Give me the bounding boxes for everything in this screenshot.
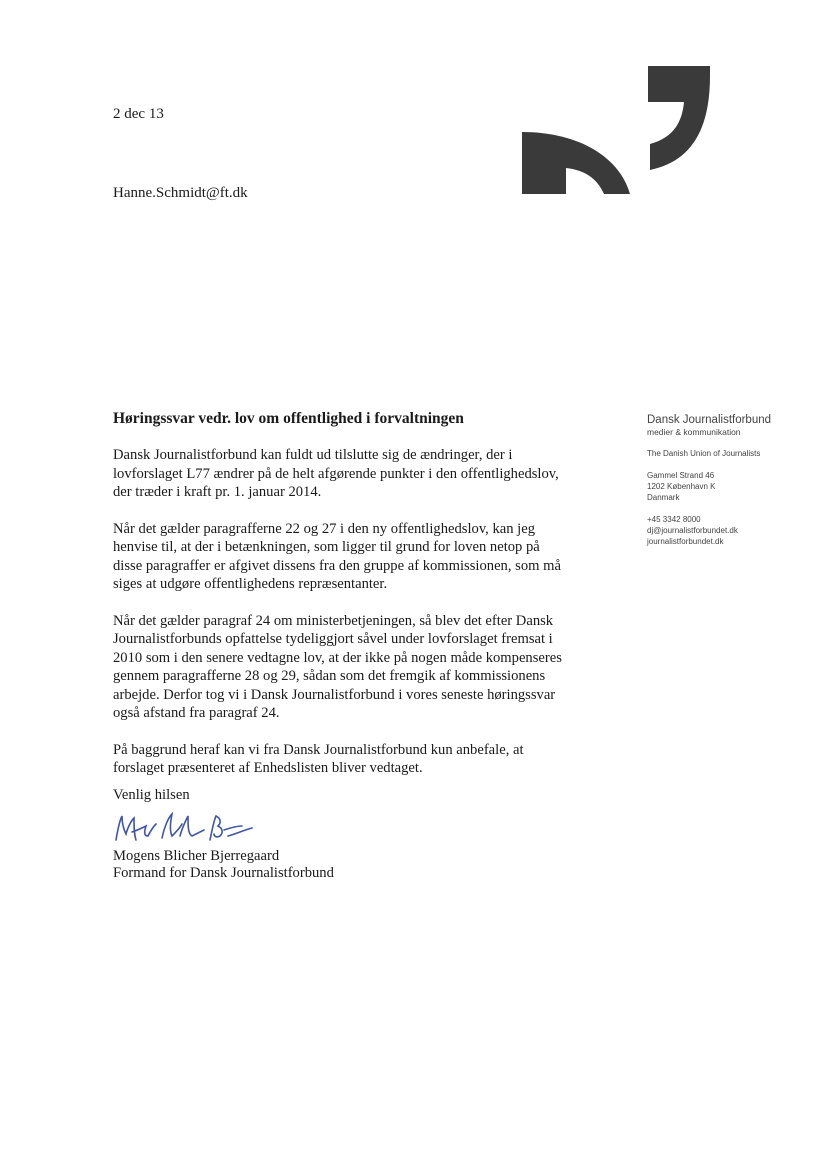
sender-org-name: Dansk Journalistforbund [647, 414, 772, 426]
letter-body [113, 446, 571, 796]
body-paragraph: Når det gælder paragrafferne 22 og 27 i den ny offentlighedslov, kan jeg henvise til, at der i betænkningen, som ligger til grund for loven netop på disse paragraffer er afgivet dissens fra den gruppe af kommissionen, som må siges at udgøre offentlighedens repræsentanter. [113, 520, 561, 592]
logo-arch-shape [522, 132, 630, 194]
recipient-email: Hanne.Schmidt@ft.dk [113, 185, 248, 201]
sender-website: journalistforbundet.dk [647, 537, 724, 546]
signer-title: Formand for Dansk Journalistforbund [113, 865, 334, 881]
signer-block [113, 848, 334, 882]
closing-greeting: Venlig hilsen [113, 787, 190, 803]
logo-hook-shape [648, 66, 710, 170]
sender-email: dj@journalistforbundet.dk [647, 526, 738, 535]
sender-street: Gammel Strand 46 [647, 471, 715, 480]
dj-logo [522, 66, 712, 196]
body-paragraph: Når det gælder paragraf 24 om ministerbetjeningen, så blev det efter Dansk Journalistforbunds opfattelse tydeliggjort såvel under lovforslaget fremsat i 2010 som i den senere vedtagne lov, at der ikke på nogen måde kompenseres gennem paragrafferne 28 og 29, sådan som det fremgik af kommissionens arbejde. Derfor tog vi i Dansk Journalistforbund i vores seneste høringssvar også afstand fra paragraf 24. [113, 612, 562, 721]
signer-name: Mogens Blicher Bjerregaard [113, 848, 280, 864]
handwritten-signature [110, 806, 260, 848]
sender-city: 1202 København K [647, 482, 716, 491]
sender-country: Danmark [647, 493, 680, 502]
sender-phone: +45 3342 8000 [647, 515, 701, 524]
letter-date: 2 dec 13 [113, 106, 164, 122]
letter-subject: Høringssvar vedr. lov om offentlighed i forvaltningen [113, 410, 464, 427]
sender-tagline: medier & kommunikation [647, 427, 741, 437]
body-paragraph: På baggrund heraf kan vi fra Dansk Journalistforbund kun anbefale, at forslaget præsenteret af Enhedslisten bliver vedtaget. [113, 741, 524, 776]
body-paragraph: Dansk Journalistforbund kan fuldt ud tilslutte sig de ændringer, der i lovforslaget L77 ændrer på de helt afgørende punkter i den offentlighedslov, der træder i kraft pr. 1. januar 2014. [113, 447, 559, 500]
sender-info-sidebar [647, 414, 807, 547]
sender-english-name: The Danish Union of Journalists [647, 449, 761, 458]
